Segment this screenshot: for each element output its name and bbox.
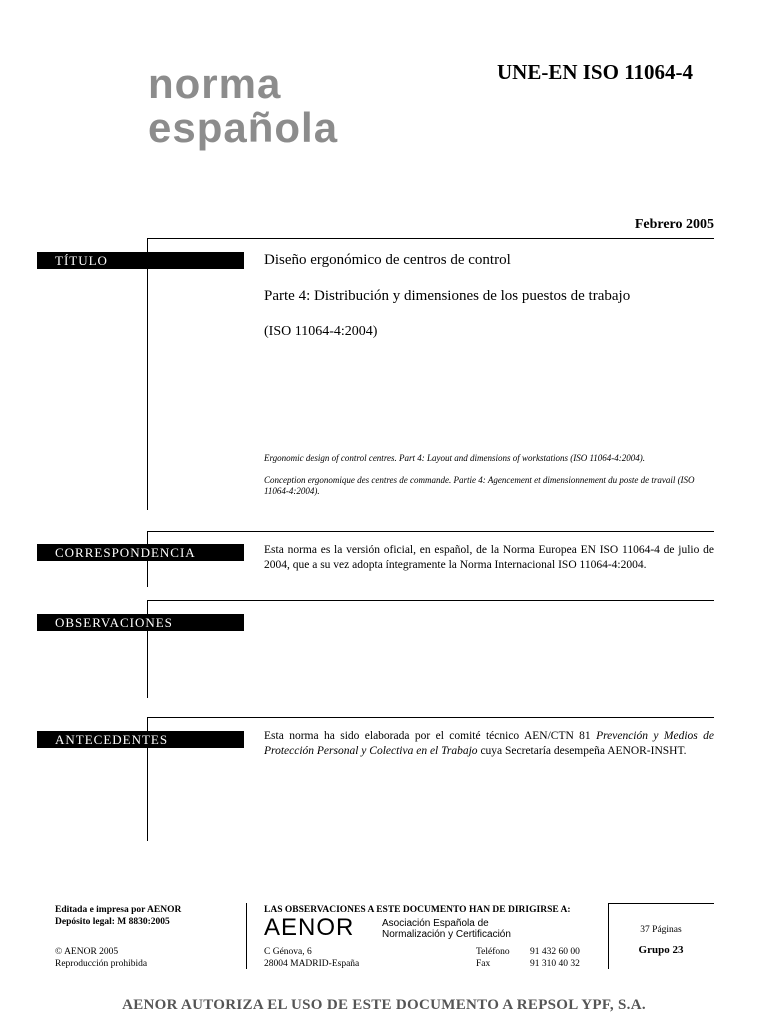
footer-divider-left	[246, 903, 247, 969]
section-label-antecedentes: ANTECEDENTES	[37, 731, 244, 748]
section-vertical-titulo	[147, 238, 148, 510]
observations-heading: LAS OBSERVACIONES A ESTE DOCUMENTO HAN DE DIRIGIRSE A:	[264, 905, 571, 915]
footer-divider-right	[608, 903, 609, 969]
legal-deposit: Depósito legal: M 8830:2005	[55, 917, 170, 927]
antecedentes-text	[264, 729, 714, 759]
section-label-correspondencia: CORRESPONDENCIA	[37, 544, 244, 561]
edited-by: Editada e impresa por AENOR	[55, 905, 182, 915]
section-divider-correspondencia	[148, 531, 714, 532]
authorization-notice: AENOR AUTORIZA EL USO DE ESTE DOCUMENTO A REPSOL YPF, S.A.	[122, 997, 646, 1013]
french-title: Conception ergonomique des centres de commande. Partie 4: Agencement et dimensionnement du poste de travail (ISO 11064-4:2004).	[264, 475, 695, 496]
organization-name-line2: Normalización y Certificación	[382, 929, 511, 940]
fax-number: 91 310 40 32	[530, 959, 580, 969]
section-divider-antecedentes	[148, 717, 714, 718]
fax-label: Fax	[476, 959, 491, 969]
section-divider-titulo	[148, 238, 714, 239]
iso-reference: (ISO 11064-4:2004)	[264, 324, 378, 339]
address-city: 28004 MADRID-España	[264, 959, 360, 969]
aenor-logo: AENOR	[264, 914, 355, 941]
brand-line-norma: norma	[148, 60, 282, 107]
price-group: Grupo 23	[638, 944, 684, 956]
reproduction-notice: Reproducción prohibida	[55, 959, 148, 969]
standard-code: UNE-EN ISO 11064-4	[497, 60, 694, 84]
organization-full-name	[382, 918, 511, 940]
document-part-title: Parte 4: Distribución y dimensiones de los puestos de trabajo	[264, 288, 631, 304]
section-label-observaciones: OBSERVACIONES	[37, 614, 244, 631]
copyright: © AENOR 2005	[55, 947, 119, 957]
section-label-titulo: TÍTULO	[37, 252, 244, 269]
phone-label: Teléfono	[476, 947, 510, 957]
correspondencia-text: Esta norma es la versión oficial, en español, de la Norma Europea EN ISO 11064-4 de julio de 2004, que a su vez adopta íntegramente la Norma Internacional ISO 11064-4:2004.	[264, 544, 714, 571]
committee-name: Prevención y Medios de Protección Personal y Colectiva en el Trabajo	[264, 730, 714, 757]
publication-date: Febrero 2005	[634, 217, 714, 232]
page-count: 37 Páginas	[640, 925, 682, 935]
footer-box-top	[608, 903, 714, 904]
section-divider-observaciones	[148, 600, 714, 601]
phone-number: 91 432 60 00	[530, 947, 580, 957]
antecedentes-text-after: cuya Secretaría desempeña AENOR-INSHT.	[477, 745, 687, 757]
organization-name-line1: Asociación Española de	[382, 918, 489, 929]
document-title: Diseño ergonómico de centros de control	[264, 252, 511, 268]
english-title: Ergonomic design of control centres. Part 4: Layout and dimensions of workstations (ISO 11064-4:2004).	[264, 453, 646, 463]
address-street: C Génova, 6	[264, 947, 312, 957]
antecedentes-text-before: Esta norma ha sido elaborada por el comité técnico AEN/CTN 81	[264, 730, 597, 742]
brand-line-espanola: española	[148, 104, 339, 151]
